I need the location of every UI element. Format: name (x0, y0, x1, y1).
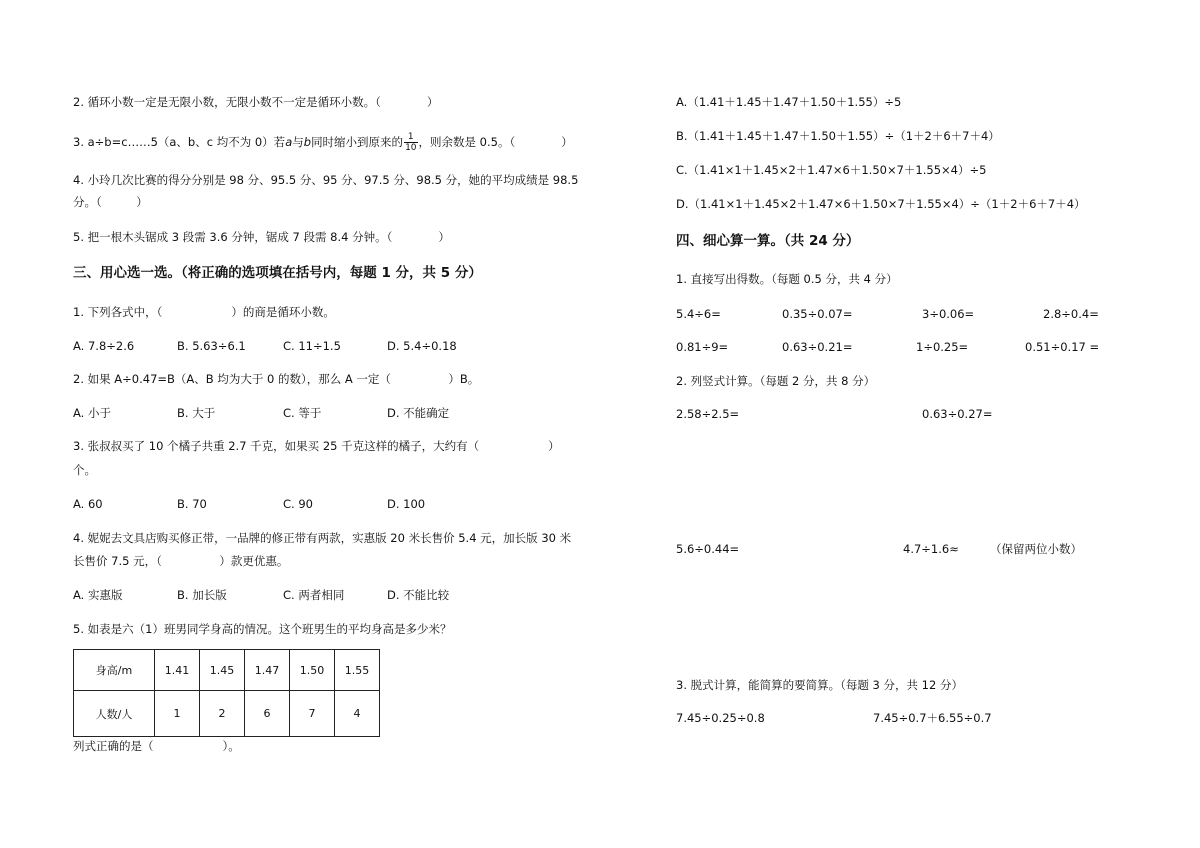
mc-q4-option-b: B. 加长版 (177, 588, 227, 602)
fraction-numerator: 1 (404, 132, 417, 143)
table-cell: 人数/人 (74, 691, 155, 737)
mc-q4-option-a: A. 实惠版 (73, 588, 123, 602)
table-cell: 7 (290, 691, 335, 737)
mc-q5-option-d: D.（1.41×1＋1.45×2＋1.47×6＋1.50×7＋1.55×4）÷（1＋2＋6＋7＋4） (676, 197, 1086, 211)
section-4-title: 四、细心算一算。（共 24 分） (676, 233, 860, 249)
mc-q2-option-d: D. 不能确定 (387, 406, 450, 420)
stepwise-calc-item: 7.45÷0.7＋6.55÷0.7 (873, 711, 992, 725)
tf-question-5: 5. 把一根木头锯成 3 段需 3.6 分钟，锯成 7 段需 8.4 分钟。（ ） (73, 230, 450, 244)
table-cell: 1.55 (335, 650, 380, 691)
fraction-denominator: 10 (405, 143, 417, 153)
mc-q1-option-c: C. 11÷1.5 (283, 339, 341, 353)
table-cell: 6 (245, 691, 290, 737)
table-cell: 1.41 (155, 650, 200, 691)
mc-q2-option-b: B. 大于 (177, 406, 216, 420)
calc-part-1-title: 1. 直接写出得数。（每题 0.5 分，共 4 分） (676, 272, 898, 286)
tf3-text-c: 同时缩小到原来的 (311, 135, 404, 149)
oral-calc-item: 2.8÷0.4= (1043, 307, 1099, 321)
mc-q2-option-a: A. 小于 (73, 406, 111, 420)
mc-q4-option-d: D. 不能比较 (387, 588, 450, 602)
oral-calc-item: 3÷0.06= (922, 307, 975, 321)
mc-question-4-line1: 4. 妮妮去文具店购买修正带，一品牌的修正带有两款，实惠版 20 米长售价 5.4 元，加长版 30 米 (73, 531, 572, 545)
mc-q4-option-c: C. 两者相同 (283, 588, 345, 602)
rounding-note: （保留两位小数） (990, 542, 1082, 556)
table-row-count (74, 691, 380, 737)
mc-q1-option-b: B. 5.63÷6.1 (177, 339, 246, 353)
tf3-text-d: ，则余数是 0.5。（ ） (418, 135, 573, 149)
table-cell: 1 (155, 691, 200, 737)
mc-q5-option-a: A.（1.41＋1.45＋1.47＋1.50＋1.55）÷5 (676, 95, 902, 109)
table-cell: 1.45 (200, 650, 245, 691)
tf3-var-b: b (303, 135, 312, 149)
mc-q1-option-a: A. 7.8÷2.6 (73, 339, 135, 353)
mc-question-2: 2. 如果 A÷0.47=B（A、B 均为大于 0 的数），那么 A 一定（ ）B。 (73, 372, 480, 386)
mc-q5-answer-prompt: 列式正确的是（ ）。 (73, 739, 240, 753)
vertical-calc-item: 5.6÷0.44= (676, 542, 740, 556)
tf-question-2: 2. 循环小数一定是无限小数，无限小数不一定是循环小数。（ ） (73, 95, 439, 109)
table-cell: 4 (335, 691, 380, 737)
tf3-var-a: a (285, 135, 293, 149)
oral-calc-item: 5.4÷6= (676, 307, 721, 321)
oral-calc-item: 0.51÷0.17 = (1025, 340, 1100, 354)
oral-calc-item: 0.35÷0.07= (782, 307, 853, 321)
tf3-text-b: 与 (292, 135, 304, 149)
mc-question-3-line1: 3. 张叔叔买了 10 个橘子共重 2.7 千克，如果买 25 千克这样的橘子，大约有（ ） (73, 439, 560, 453)
mc-question-5: 5. 如表是六（1）班男同学身高的情况。这个班男生的平均身高是多少米？ (73, 622, 452, 636)
table-cell: 身高/m (74, 650, 155, 691)
mc-q1-option-d: D. 5.4÷0.18 (387, 339, 457, 353)
mc-q3-option-b: B. 70 (177, 497, 207, 511)
section-3-title: 三、用心选一选。（将正确的选项填在括号内，每题 1 分，共 5 分） (73, 265, 482, 281)
table-cell: 1.47 (245, 650, 290, 691)
mc-question-4-line2: 长售价 7.5 元，（ ）款更优惠。 (73, 554, 289, 568)
tf-question-4-line2: 分。（ ） (73, 195, 148, 209)
mc-question-3-line2: 个。 (73, 463, 96, 477)
mc-q3-option-d: D. 100 (387, 497, 426, 511)
fraction-one-tenth (404, 132, 417, 153)
vertical-calc-item: 4.7÷1.6≈ (903, 542, 959, 556)
table-cell: 2 (200, 691, 245, 737)
calc-part-2-title: 2. 列竖式计算。（每题 2 分，共 8 分） (676, 374, 876, 388)
oral-calc-item: 0.63÷0.21= (782, 340, 853, 354)
tf-question-3 (73, 132, 573, 153)
mc-q5-option-b: B.（1.41＋1.45＋1.47＋1.50＋1.55）÷（1＋2＋6＋7＋4） (676, 129, 1000, 143)
vertical-calc-item: 2.58÷2.5= (676, 407, 740, 421)
mc-q5-option-c: C.（1.41×1＋1.45×2＋1.47×6＋1.50×7＋1.55×4）÷5 (676, 163, 987, 177)
mc-q3-option-c: C. 90 (283, 497, 313, 511)
oral-calc-item: 1÷0.25= (916, 340, 969, 354)
height-table (73, 649, 380, 737)
mc-q2-option-c: C. 等于 (283, 406, 322, 420)
mc-question-1: 1. 下列各式中，（ ）的商是循环小数。 (73, 305, 335, 319)
vertical-calc-item: 0.63÷0.27= (922, 407, 993, 421)
table-row-height (74, 650, 380, 691)
tf3-text-a: 3. a÷b=c……5（a、b、c 均不为 0）若 (73, 135, 286, 149)
mc-q3-option-a: A. 60 (73, 497, 103, 511)
oral-calc-item: 0.81÷9= (676, 340, 729, 354)
calc-part-3-title: 3. 脱式计算，能简算的要简算。（每题 3 分，共 12 分） (676, 678, 963, 692)
tf-question-4-line1: 4. 小玲几次比赛的得分分别是 98 分、95.5 分、95 分、97.5 分、98.5 分，她的平均成绩是 98.5 (73, 173, 579, 187)
stepwise-calc-item: 7.45÷0.25÷0.8 (676, 711, 765, 725)
table-cell: 1.50 (290, 650, 335, 691)
